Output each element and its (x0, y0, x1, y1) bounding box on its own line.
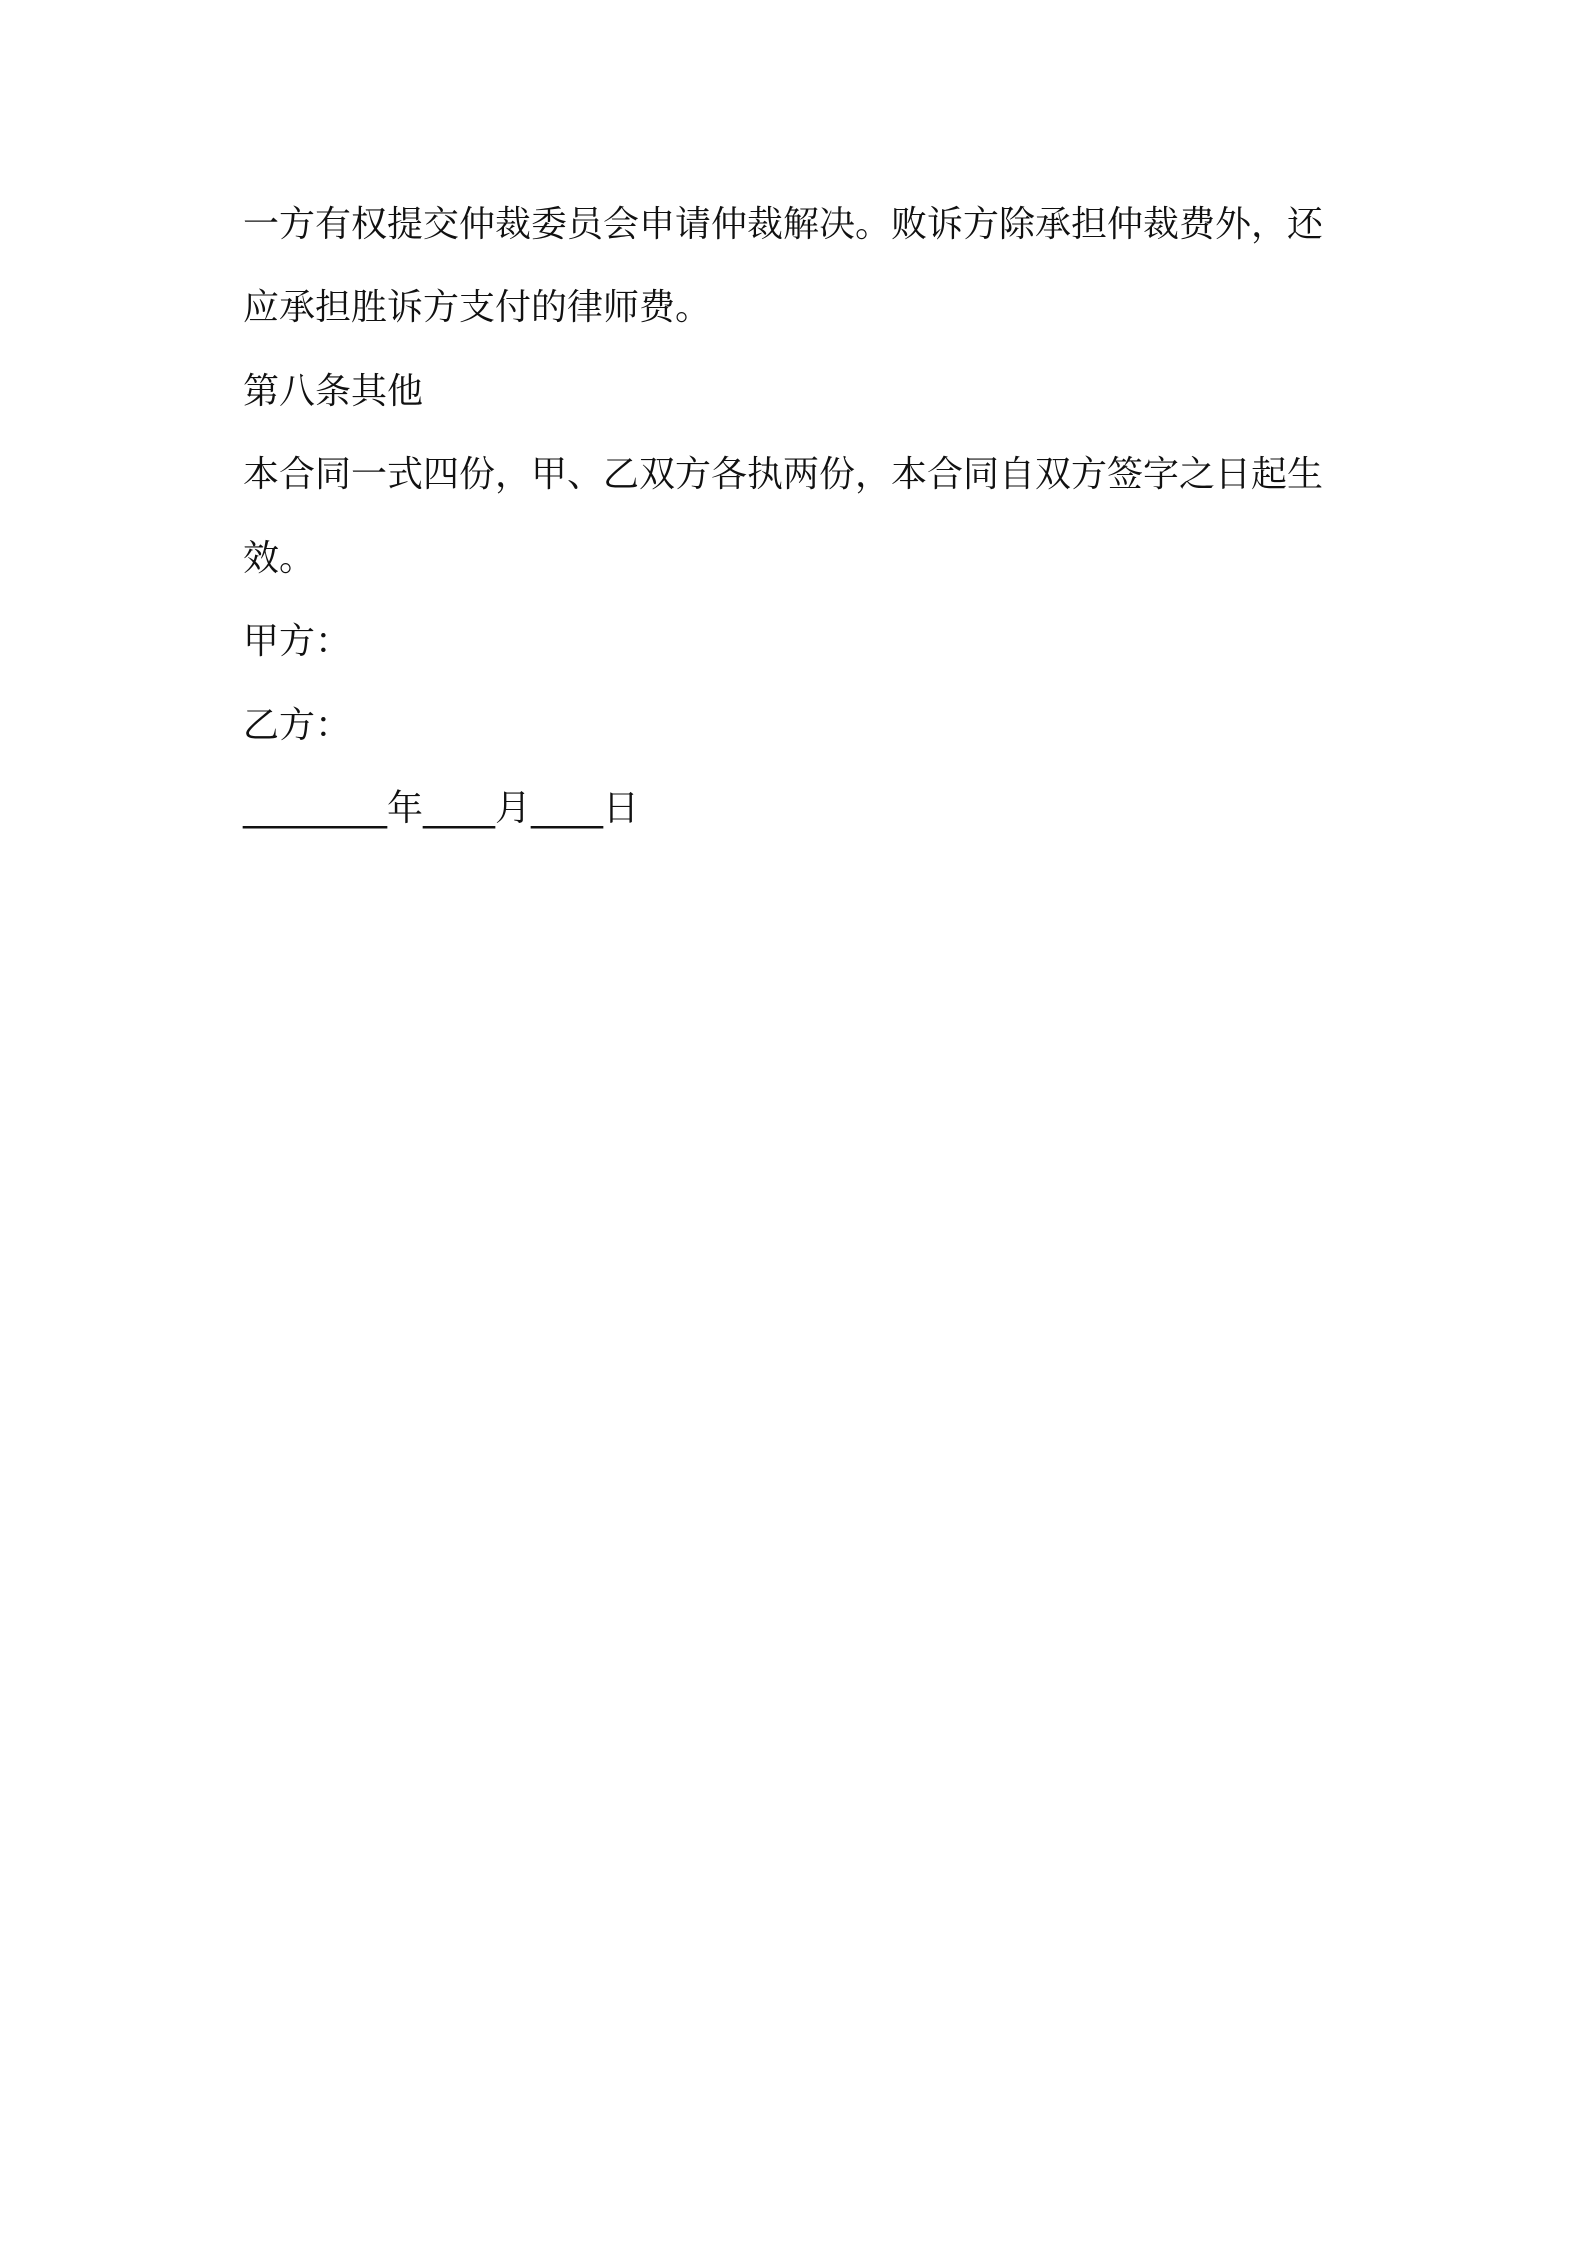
paragraph-arbitration-line-2: 应承担胜诉方支付的律师费。 (243, 287, 712, 328)
paragraph-copies-line-1: 本合同一式四份，甲、乙双方各执两份，本合同自双方签字之日起生 (243, 454, 1324, 495)
party-a-signature-label: 甲方： (243, 621, 352, 662)
party-b-signature-label: 乙方： (243, 705, 352, 746)
article-heading: 第八条其他 (243, 371, 424, 412)
date-line: ________年____月____日 (243, 788, 639, 829)
paragraph-copies-line-2: 效。 (243, 538, 316, 579)
paragraph-arbitration-line-1: 一方有权提交仲裁委员会申请仲裁解决。败诉方除承担仲裁费外，还 (243, 204, 1324, 245)
